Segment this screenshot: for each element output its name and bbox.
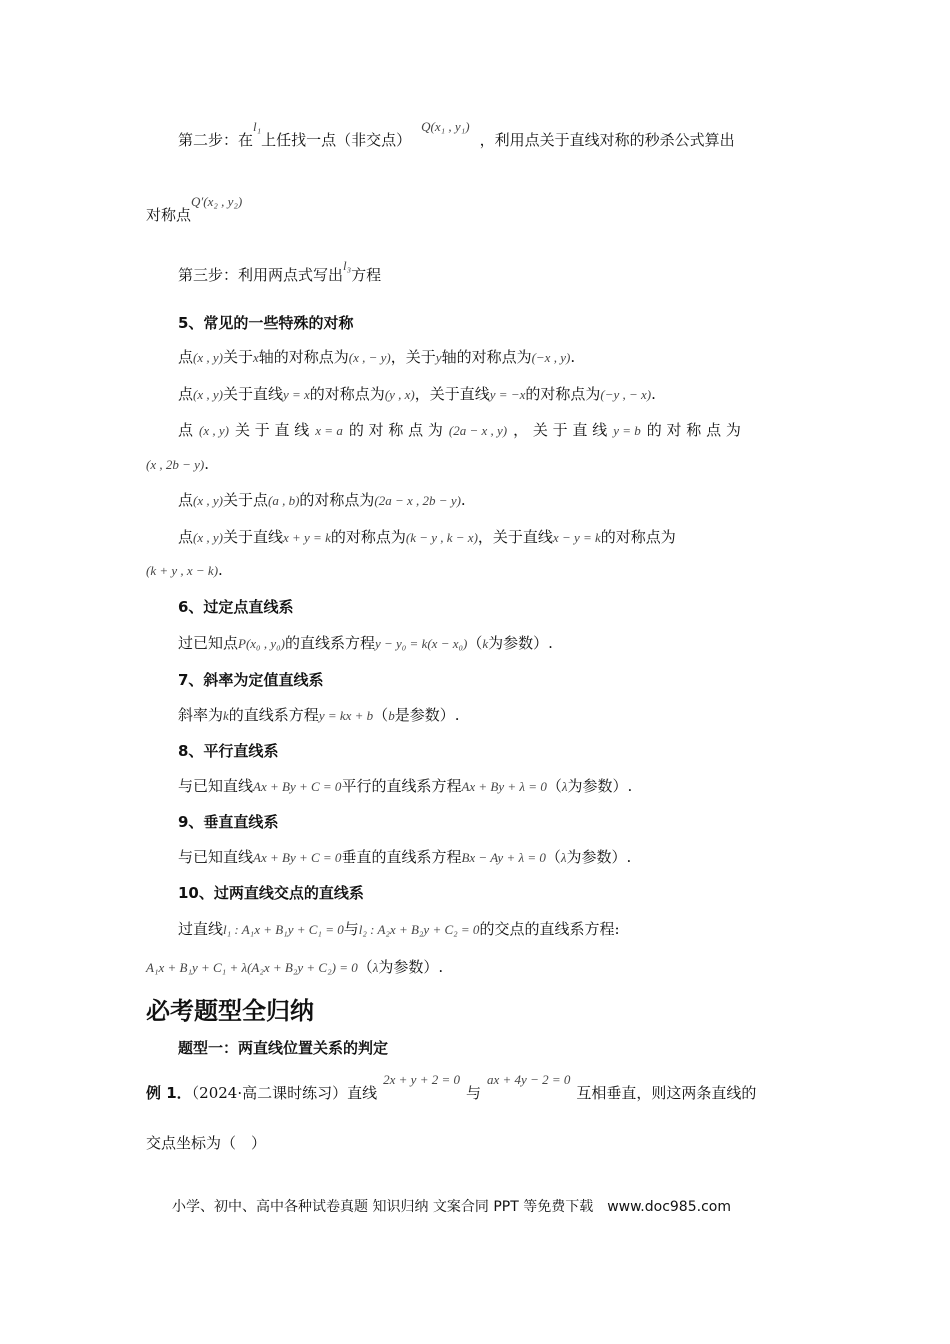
question-type-1: 题型一：两直线位置关系的判定 [178, 1039, 389, 1057]
text: . [204, 455, 210, 473]
math: Bx − Ay + λ = 0 [461, 850, 546, 865]
text: 为参数）. [378, 958, 444, 976]
sym-row-2 [178, 384, 656, 405]
sym-row-3-cont [146, 454, 209, 475]
math: λ [372, 960, 379, 975]
text: 点 [178, 528, 194, 546]
example-1-line [146, 1072, 757, 1104]
text: 为参数）. [566, 848, 632, 866]
section-5-title: 5、常见的一些特殊的对称 [178, 314, 354, 332]
text: 与 [465, 1084, 481, 1102]
text: 与已知直线 [178, 777, 254, 795]
point-Qprime: Q′(x₂ , y₂) [191, 194, 243, 209]
math: x = a [315, 423, 343, 438]
text: （2024·高二课时练习）直线 [191, 1084, 378, 1102]
text: 关 于 直 线 [234, 421, 310, 439]
math: b [388, 708, 395, 723]
math: P(x₀ , y₀) [238, 636, 285, 651]
math: k [223, 708, 229, 723]
math: y = b [613, 423, 641, 438]
step3-text-2: 方程 [351, 266, 382, 284]
math: (2a − x , 2b − y) [374, 493, 461, 508]
math: (y , x) [384, 387, 415, 402]
math: (−y , − x) [600, 387, 652, 402]
sym-row-5 [178, 527, 676, 548]
text: 关于直线 [222, 528, 283, 546]
math: l₂ : A₂x + B₂y + C₂ = 0 [358, 922, 480, 937]
text: 的直线系方程 [284, 634, 375, 652]
math: x − y = k [552, 530, 601, 545]
text: （ [545, 848, 561, 866]
math: x [252, 350, 259, 365]
section-heading: 必考题型全归纳 [146, 997, 314, 1025]
footer-text: 小学、初中、高中各种试卷真题 知识归纳 文案合同 PPT 等免费下载 www.doc985.com [172, 1199, 731, 1215]
text: 轴的对称点为 [441, 348, 532, 366]
text: ，关于 [390, 348, 436, 366]
text: 点 [178, 421, 194, 439]
math: y − y₀ = k(x − x₀) [374, 636, 468, 651]
text: 与 [343, 920, 359, 938]
text: 的对称点为 [299, 491, 375, 509]
text: （ [467, 634, 483, 652]
math: (a , b) [267, 493, 300, 508]
text: 为参数）. [488, 634, 553, 652]
example-1-cont: 交点坐标为（ ） [146, 1134, 267, 1152]
math: Ax + By + λ = 0 [461, 779, 547, 794]
text: . [218, 561, 223, 579]
step2-text-1: 第二步：在 [178, 131, 254, 149]
sym-row-4 [178, 490, 466, 511]
text: 垂直的直线系方程 [341, 848, 462, 866]
text: . [651, 385, 656, 403]
example-label: 例 1． [146, 1084, 192, 1102]
text: 互相垂直，则这两条直线的 [576, 1084, 757, 1102]
section-9-body [178, 847, 631, 868]
sym-row-3 [178, 420, 741, 441]
text: ，关于直线 [414, 385, 490, 403]
section-8-title: 8、平行直线系 [178, 742, 279, 760]
math: (−x , y) [531, 350, 571, 365]
text: . [460, 491, 466, 509]
section-6-title: 6、过定点直线系 [178, 598, 294, 616]
text: 过已知点 [178, 634, 239, 652]
text: 的 对 称 点 为 [646, 421, 741, 439]
math: (2a − x , y) [448, 423, 508, 438]
text: （ [546, 777, 562, 795]
step3-text-1: 第三步：利用两点式写出 [178, 266, 344, 284]
sym-row-1 [178, 347, 575, 368]
text: 关于 [222, 348, 253, 366]
math: ax + 4y − 2 = 0 [487, 1072, 571, 1087]
step2-text-2: 上任找一点（非交点） [261, 131, 412, 149]
section-10-body [178, 919, 620, 940]
text: 与已知直线 [178, 848, 254, 866]
section-7-body [178, 705, 459, 726]
math: (x , y) [193, 493, 223, 508]
step2-cont-text: 对称点 [146, 206, 192, 224]
text: . [570, 348, 576, 366]
math: y = −x [489, 387, 526, 402]
section-9-title: 9、垂直直线系 [178, 813, 279, 831]
text: 关于直线 [222, 385, 283, 403]
text: 的对称点为 [330, 528, 406, 546]
math: λ [561, 779, 568, 794]
text: 为参数）. [567, 777, 633, 795]
math: A₁x + B₁y + C₁ + λ(A₂x + B₂y + C₂) = 0 [146, 960, 358, 975]
text: （ [357, 958, 373, 976]
sym-row-5-cont [146, 560, 223, 581]
point-Q: Q(x₁ , y₁) [421, 119, 470, 134]
text: 关于点 [222, 491, 268, 509]
text: （ [373, 706, 389, 724]
math: l₁ : A₁x + B₁y + C₁ = 0 [223, 922, 344, 937]
text: 点 [178, 348, 194, 366]
math: k [482, 636, 489, 651]
math: (x , y) [193, 530, 223, 545]
text: 是参数）. [394, 706, 460, 724]
math: (x , y) [199, 423, 229, 438]
text: 平行的直线系方程 [341, 777, 462, 795]
math: y = kx + b [318, 708, 374, 723]
text: 轴的对称点为 [258, 348, 349, 366]
math: λ [560, 850, 567, 865]
math: (k + y , x − k) [146, 563, 219, 578]
text: 的交点的直线系方程: [479, 920, 620, 938]
step3-line [178, 258, 382, 286]
math: Ax + By + C = 0 [253, 850, 342, 865]
section-8-body [178, 776, 632, 797]
text: 的 对 称 点 为 [348, 421, 443, 439]
text: ，关于直线 [477, 528, 553, 546]
step2-cont-line [146, 194, 243, 226]
section-6-body [178, 633, 553, 654]
text: ， 关 于 直 线 [513, 421, 608, 439]
math: (x , 2b − y) [146, 457, 205, 472]
math: (k − y , k − x) [405, 530, 478, 545]
text: 斜率为 [178, 706, 224, 724]
step2-text-3: ，利用点关于直线对称的秒杀公式算出 [479, 131, 735, 149]
text: 点 [178, 385, 194, 403]
math: y = x [282, 387, 310, 402]
step2-line [178, 119, 735, 151]
text: 点 [178, 491, 194, 509]
section-10-body-cont [146, 957, 443, 978]
text: 的对称点为 [525, 385, 601, 403]
math: (x , − y) [348, 350, 391, 365]
l1-symbol: l₁ [253, 119, 262, 134]
text: 的对称点为 [600, 528, 676, 546]
text: 过直线 [178, 920, 224, 938]
math: Ax + By + C = 0 [253, 779, 342, 794]
section-10-title: 10、过两直线交点的直线系 [178, 884, 364, 902]
text: 的直线系方程 [228, 706, 319, 724]
l3-symbol: l₃ [343, 258, 352, 273]
math: (x , y) [193, 387, 223, 402]
section-7-title: 7、斜率为定值直线系 [178, 671, 324, 689]
math: 2x + y + 2 = 0 [383, 1072, 460, 1087]
math: x + y = k [282, 530, 331, 545]
text: 的对称点为 [309, 385, 385, 403]
math: (x , y) [193, 350, 223, 365]
math: y [435, 350, 442, 365]
